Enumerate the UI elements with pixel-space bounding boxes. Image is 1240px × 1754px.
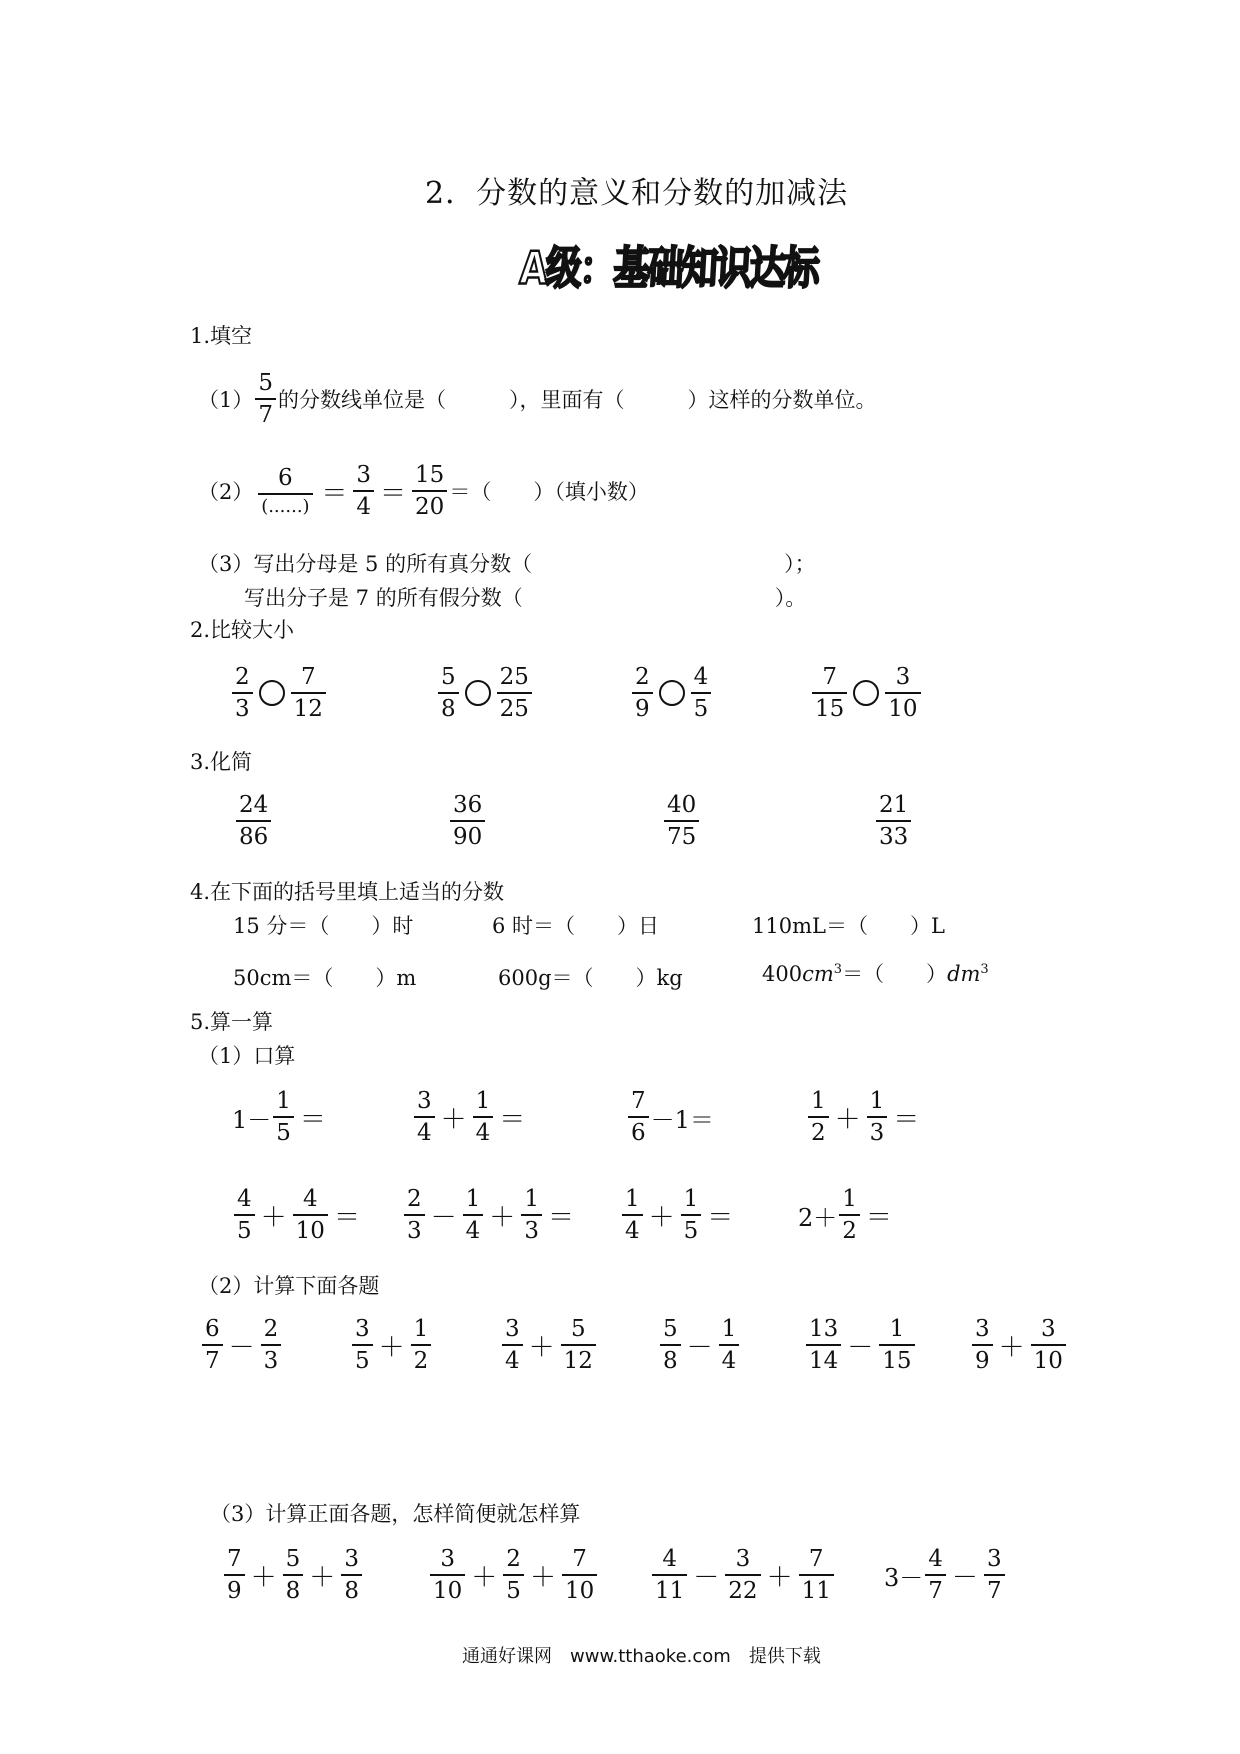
oral-item: [620, 1186, 737, 1245]
denominator: 10: [885, 692, 920, 722]
compare-item: [810, 664, 923, 723]
fraction: [438, 664, 459, 723]
fraction: [450, 792, 485, 851]
numerator: 1: [869, 1088, 885, 1114]
operator: ＋: [528, 1332, 555, 1363]
calc-item: [804, 1316, 917, 1375]
denominator: 8: [660, 1344, 681, 1374]
denominator: 3: [232, 692, 253, 722]
numerator: 1: [721, 1316, 737, 1342]
numerator: 3: [986, 1546, 1002, 1572]
fraction: [632, 664, 653, 723]
numerator: 40: [667, 792, 697, 818]
denominator: 3: [261, 1344, 282, 1374]
numerator: 1: [625, 1186, 640, 1212]
fraction: [885, 664, 920, 723]
numerator: 3: [895, 664, 911, 690]
denominator: 7: [984, 1574, 1005, 1604]
operator: ＋: [309, 1562, 336, 1593]
operator: ＋: [471, 1562, 498, 1593]
numerator: 3: [417, 1088, 432, 1114]
fraction: [283, 1546, 304, 1605]
level-banner: A级：基础知识达标: [518, 243, 820, 295]
calc-item: [350, 1316, 433, 1375]
q4-r2-3: $400cm^3=$（ ）$dm^3$: [762, 962, 989, 986]
operator: －: [693, 1562, 720, 1593]
denominator: 11: [799, 1574, 834, 1604]
denominator: 25: [497, 692, 532, 722]
simp-item: [222, 1546, 364, 1605]
numerator: 3: [975, 1316, 990, 1342]
numerator: 21: [879, 792, 909, 818]
denominator: 7: [925, 1574, 946, 1604]
fraction: [463, 1186, 484, 1245]
denominator: 9: [224, 1574, 245, 1604]
fraction: [224, 1546, 245, 1605]
page-title: 2．分数的意义和分数的加减法: [425, 176, 849, 211]
denominator: 10: [1031, 1344, 1066, 1374]
numerator: 2: [407, 1186, 422, 1212]
fraction: [291, 664, 326, 723]
fraction: [812, 664, 847, 723]
q1-part3a: （3）写出分母是 5 的所有真分数（ ）；: [198, 552, 816, 576]
fraction: [341, 1546, 362, 1605]
simp-item: [428, 1546, 599, 1605]
operator: －: [847, 1332, 874, 1363]
compare-circle-icon: [659, 680, 685, 706]
denominator: 10: [293, 1214, 328, 1244]
operator: －: [228, 1332, 255, 1363]
fraction: [719, 1316, 740, 1375]
fraction: [404, 1186, 425, 1245]
fraction: [799, 1546, 834, 1605]
fraction: [234, 1186, 255, 1245]
equals: ＝: [865, 1202, 892, 1233]
denominator: 3: [867, 1116, 888, 1146]
numerator: 4: [237, 1186, 252, 1212]
q4-r1-3: 110mL＝（ ）L: [752, 914, 945, 938]
fraction: [503, 1546, 524, 1605]
operator: ＋: [998, 1332, 1025, 1363]
fraction: [202, 1316, 223, 1375]
denominator: 10: [430, 1574, 465, 1604]
fraction: [867, 1088, 888, 1147]
numerator: 2: [635, 664, 650, 690]
q4-r2-2: 600g＝（ ）kg: [498, 966, 683, 990]
denominator: 15: [879, 1344, 914, 1374]
denominator: 86: [236, 820, 271, 850]
equals: ＝: [299, 1104, 326, 1135]
numerator: 2: [263, 1316, 279, 1342]
fraction: [232, 664, 253, 723]
operator: 1－: [232, 1105, 272, 1134]
denominator: 2: [839, 1214, 860, 1244]
oral-item: [806, 1088, 923, 1147]
simplify-item: [448, 792, 487, 851]
fraction: $\frac{15}{20}$: [412, 462, 447, 521]
numerator: 7: [631, 1088, 646, 1114]
q1-part3b: 写出分子是 7 的所有假分数（ ）。: [244, 586, 807, 610]
fraction: [561, 1316, 596, 1375]
denominator: 10: [562, 1574, 597, 1604]
denominator: 33: [876, 820, 911, 850]
numerator: 3: [505, 1316, 520, 1342]
denominator: 4: [502, 1344, 523, 1374]
operator: －: [951, 1562, 978, 1593]
oral-item: [232, 1186, 364, 1245]
simplify-item: [662, 792, 701, 851]
fraction: [691, 664, 712, 723]
compare-item: [230, 664, 328, 723]
numerator: 1: [413, 1316, 429, 1342]
numerator: 1: [811, 1088, 826, 1114]
equals: ＝: [547, 1202, 574, 1233]
fraction: [879, 1316, 914, 1375]
numerator: 24: [239, 792, 269, 818]
numerator: 4: [928, 1546, 943, 1572]
compare-item: [630, 664, 713, 723]
q2-heading: 2.比较大小: [190, 618, 295, 642]
operator: 3－: [884, 1563, 924, 1592]
oral-item: [626, 1088, 714, 1147]
denominator: 9: [632, 692, 653, 722]
numerator: 1: [524, 1186, 539, 1212]
equals: ＝: [499, 1104, 526, 1135]
fraction: $\frac{6}{(......)}$: [255, 465, 315, 518]
q4-heading: 4.在下面的括号里填上适当的分数: [190, 880, 505, 904]
fraction: [502, 1316, 523, 1375]
numerator: 7: [300, 664, 316, 690]
denominator: 2: [411, 1344, 432, 1374]
fraction: [660, 1316, 681, 1375]
denominator: 8: [283, 1574, 304, 1604]
operator: ＋: [489, 1202, 516, 1233]
fraction: [664, 792, 699, 851]
numerator: 4: [693, 664, 709, 690]
calc-item: [200, 1316, 283, 1375]
numerator: 2: [235, 664, 250, 690]
numerator: 7: [808, 1546, 824, 1572]
denominator: 5: [234, 1214, 255, 1244]
q4-r1-1: 15 分＝（ ）时: [233, 914, 414, 938]
q5-sub1: （1）口算: [198, 1044, 296, 1068]
fraction: [1031, 1316, 1066, 1375]
fraction: [352, 1316, 373, 1375]
denominator: 9: [972, 1344, 993, 1374]
denominator: 4: [414, 1116, 435, 1146]
fraction: [236, 792, 271, 851]
fraction: [925, 1546, 946, 1605]
operator: ＋: [378, 1332, 405, 1363]
denominator: 5: [681, 1214, 702, 1244]
compare-circle-icon: [853, 680, 879, 706]
oral-item: [402, 1186, 578, 1245]
fraction: [628, 1088, 649, 1147]
fraction: [806, 1316, 841, 1375]
operator: －1＝: [650, 1105, 714, 1134]
fraction: [839, 1186, 860, 1245]
denominator: 15: [812, 692, 847, 722]
numerator: 1: [465, 1186, 481, 1212]
fraction: [972, 1316, 993, 1375]
numerator: 13: [809, 1316, 839, 1342]
fraction: [725, 1546, 760, 1605]
denominator: 5: [503, 1574, 524, 1604]
equals: ＝: [707, 1202, 734, 1233]
denominator: 11: [652, 1574, 687, 1604]
fraction: [293, 1186, 328, 1245]
calc-item: [658, 1316, 741, 1375]
numerator: 7: [822, 664, 837, 690]
q4-r1-2: 6 时＝（ ）日: [492, 914, 660, 938]
denominator: 3: [404, 1214, 425, 1244]
oral-item: [798, 1186, 896, 1245]
simplify-item: [234, 792, 273, 851]
fraction: [984, 1546, 1005, 1605]
denominator: 5: [352, 1344, 373, 1374]
numerator: 1: [683, 1186, 699, 1212]
numerator: 3: [344, 1546, 359, 1572]
numerator: 2: [506, 1546, 521, 1572]
footer-credit: 通通好课网 www.tthaoke.com 提供下载: [462, 1646, 821, 1667]
equals: ＝: [893, 1104, 920, 1135]
fraction: [521, 1186, 542, 1245]
q5-sub3: （3）计算正面各题，怎样简便就怎样算: [210, 1502, 581, 1526]
fraction: [411, 1316, 432, 1375]
fraction: [473, 1088, 494, 1147]
compare-circle-icon: [259, 680, 285, 706]
operator: ＋: [648, 1202, 675, 1233]
fraction: [808, 1088, 829, 1147]
numerator: 1: [842, 1186, 857, 1212]
q1-part2: （2） $\frac{6}{(......)}$ ＝ $\frac{3}{4}$ ＝ $\frac{15}{20}$ ＝（ ）（填小数）: [198, 462, 649, 521]
fraction: [652, 1546, 687, 1605]
numerator: 4: [302, 1186, 318, 1212]
fraction: [273, 1088, 294, 1147]
equals: ＝: [333, 1202, 360, 1233]
numerator: 1: [276, 1088, 291, 1114]
simp-item: [650, 1546, 836, 1605]
operator: 2＋: [798, 1203, 838, 1232]
numerator: 7: [572, 1546, 587, 1572]
fraction: [562, 1546, 597, 1605]
numerator: 3: [440, 1546, 455, 1572]
numerator: 7: [227, 1546, 242, 1572]
operator: ＋: [834, 1104, 861, 1135]
numerator: 5: [441, 664, 456, 690]
denominator: 14: [806, 1344, 841, 1374]
numerator: 5: [663, 1316, 678, 1342]
numerator: 3: [1040, 1316, 1056, 1342]
operator: ＋: [529, 1562, 556, 1593]
oral-item: [232, 1088, 330, 1147]
fraction: [876, 792, 911, 851]
fraction: [497, 664, 532, 723]
numerator: 1: [475, 1088, 491, 1114]
q3-heading: 3.化简: [190, 750, 253, 774]
numerator: 3: [355, 1316, 370, 1342]
fraction: $\frac{3}{4}$: [353, 462, 374, 521]
denominator: 3: [521, 1214, 542, 1244]
fraction: [622, 1186, 643, 1245]
denominator: 12: [561, 1344, 596, 1374]
calc-item: [500, 1316, 598, 1375]
q1-heading: 1.填空: [190, 324, 253, 348]
q5-sub2: （2）计算下面各题: [198, 1274, 380, 1298]
numerator: 1: [889, 1316, 905, 1342]
numerator: 6: [205, 1316, 220, 1342]
denominator: 75: [664, 820, 699, 850]
denominator: 4: [719, 1344, 740, 1374]
fraction: [261, 1316, 282, 1375]
numerator: 5: [285, 1546, 301, 1572]
operator: ＋: [440, 1104, 467, 1135]
denominator: 90: [450, 820, 485, 850]
compare-item: [436, 664, 534, 723]
denominator: 12: [291, 692, 326, 722]
denominator: 8: [438, 692, 459, 722]
operator: －: [686, 1332, 713, 1363]
operator: ＋: [250, 1562, 277, 1593]
denominator: 2: [808, 1116, 829, 1146]
denominator: 4: [463, 1214, 484, 1244]
denominator: 22: [725, 1574, 760, 1604]
fraction: [430, 1546, 465, 1605]
numerator: 5: [570, 1316, 586, 1342]
q1-part1: （1） $\frac{5}{7}$ 的分数线单位是（ ），里面有（ ）这样的分数单位。: [198, 370, 877, 429]
denominator: 4: [622, 1214, 643, 1244]
simp-item: [884, 1546, 1007, 1605]
q5-heading: 5.算一算: [190, 1010, 274, 1034]
denominator: 5: [691, 692, 712, 722]
operator: ＋: [766, 1562, 793, 1593]
numerator: 25: [499, 664, 529, 690]
operator: ＋: [260, 1202, 287, 1233]
fraction: [681, 1186, 702, 1245]
operator: －: [430, 1202, 457, 1233]
denominator: 8: [341, 1574, 362, 1604]
compare-circle-icon: [465, 680, 491, 706]
denominator: 6: [628, 1116, 649, 1146]
fraction: $\frac{5}{7}$: [255, 370, 276, 429]
numerator: 36: [453, 792, 483, 818]
numerator: 3: [735, 1546, 751, 1572]
numerator: 4: [662, 1546, 677, 1572]
fraction: [414, 1088, 435, 1147]
calc-item: [970, 1316, 1068, 1375]
simplify-item: [874, 792, 913, 851]
q4-r2-1: 50cm＝（ ）m: [233, 966, 417, 990]
denominator: 7: [202, 1344, 223, 1374]
denominator: 4: [473, 1116, 494, 1146]
denominator: 5: [273, 1116, 294, 1146]
oral-item: [412, 1088, 529, 1147]
